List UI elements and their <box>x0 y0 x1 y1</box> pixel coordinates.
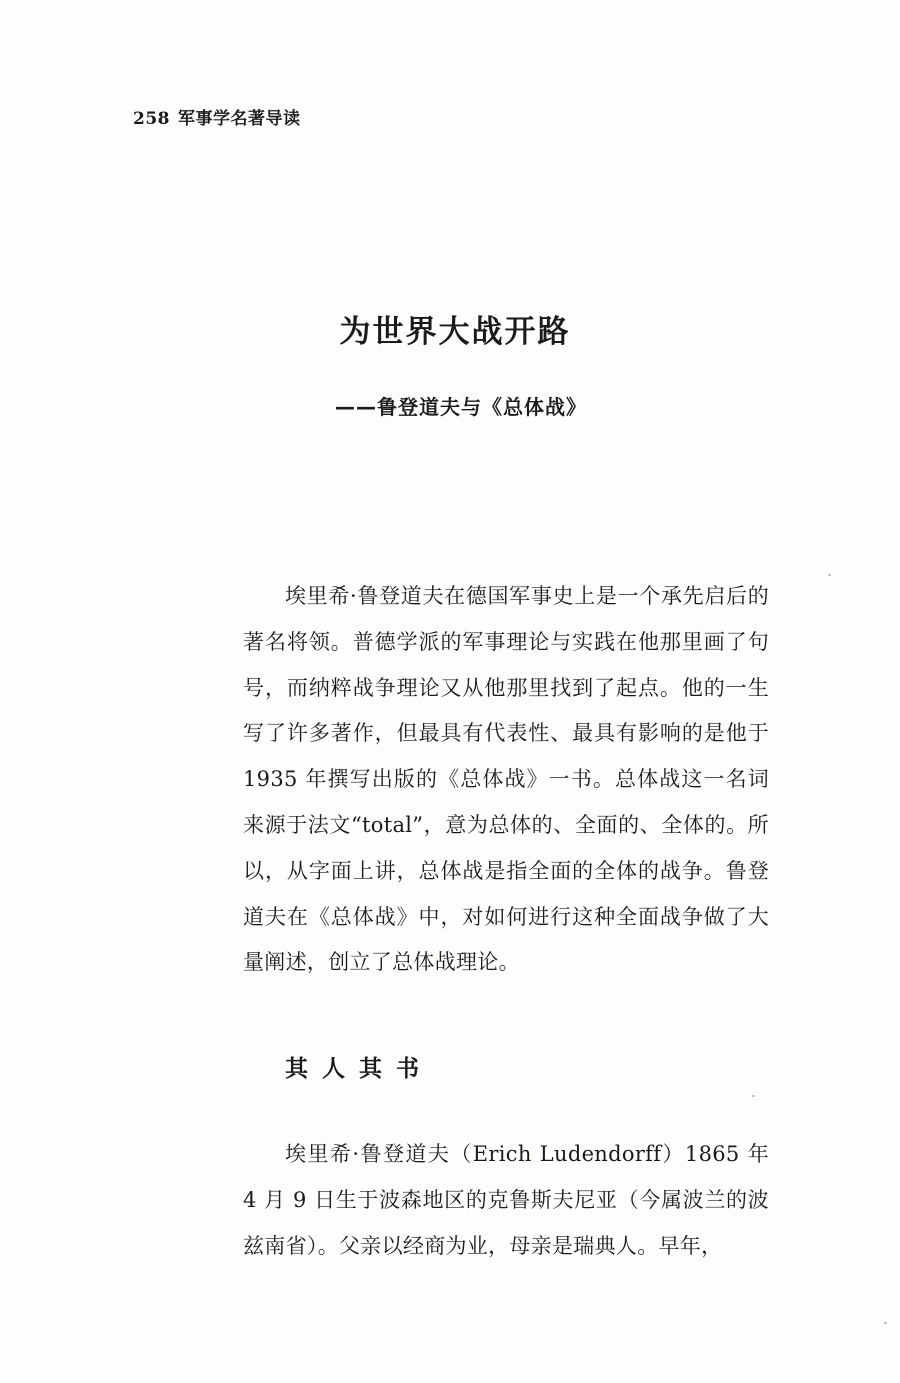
chapter-title: 为世界大战开路 <box>339 314 571 350</box>
book-title: 军事学名著导读 <box>178 109 301 129</box>
page-number: 258 <box>133 109 170 129</box>
section-heading: 其人其书 <box>285 1056 433 1082</box>
running-header <box>133 104 301 129</box>
intro-paragraph: 埃里希·鲁登道夫在德国军事史上是一个承先启后的著名将领。普德学派的军事理论与实践在他那里画了句号，而纳粹战争理论又从他那里找到了起点。他的一生写了许多著作，但最具有代表性、最具有影响的是他于 1935 年撰写出版的《总体战》一书。总体战这一名词来源于法文“total”，意为总体的、全面的、全体的。所以，从字面上讲，总体战是指全面的全体的战争。鲁登道夫在《总体战》中，对如何进行这种全面战争做了大量阐述，创立了总体战理论。 <box>243 584 769 975</box>
chapter-subtitle: ——鲁登道夫与《总体战》 <box>335 395 587 419</box>
biography-paragraph: 埃里希·鲁登道夫（Erich Ludendorff）1865 年 4 月 9 日生于波森地区的克鲁斯夫尼亚（今属波兰的波兹南省）。父亲以经商为业，母亲是瑞典人。早年， <box>243 1142 769 1258</box>
scan-speck <box>884 1322 887 1324</box>
scan-speck <box>828 574 831 576</box>
scan-speck <box>752 1095 755 1097</box>
